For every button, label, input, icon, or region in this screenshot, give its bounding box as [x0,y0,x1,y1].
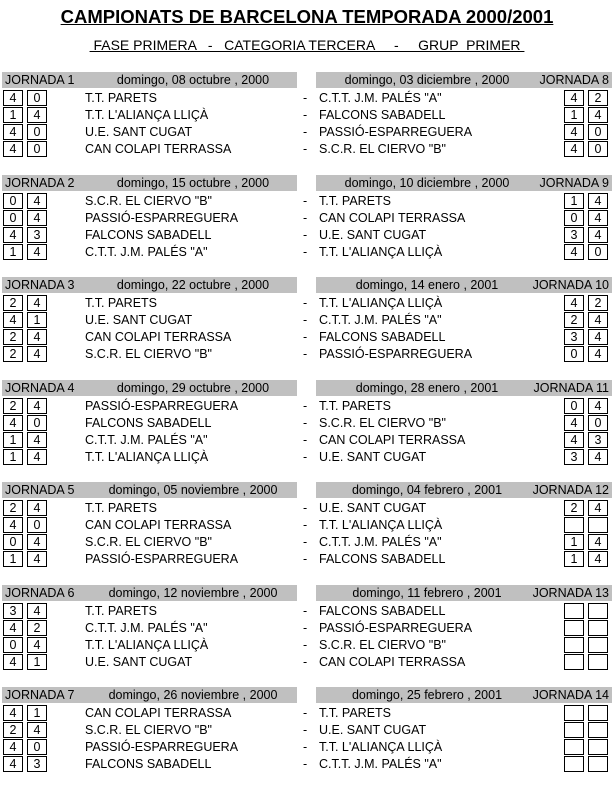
score-box-home-first-leg: 0 [3,637,23,653]
vs-separator: - [303,433,308,447]
jornada-date: domingo, 26 noviembre , 2000 [108,688,278,702]
score-box-away-first-leg: 4 [27,500,47,516]
jornada-date: domingo, 08 octubre , 2000 [116,73,270,87]
score-box-second-leg-1: 4 [564,124,584,140]
vs-separator: - [303,655,308,669]
score-box-away-first-leg: 4 [27,603,47,619]
jornada-block [0,72,614,172]
vs-separator: - [303,313,308,327]
team-away: T.T. L'ALIANÇA LLIÇÀ [319,296,443,310]
score-box-away-first-leg: 0 [27,739,47,755]
score-box-away-first-leg: 4 [27,398,47,414]
match-row [0,312,614,329]
score-box-second-leg-2: 4 [588,346,608,362]
score-box-away-first-leg: 0 [27,90,47,106]
score-box-second-leg-2: 4 [588,500,608,516]
jornada-label: JORNADA 9 [539,176,609,190]
vs-separator: - [303,142,308,156]
team-home: FALCONS SABADELL [85,228,212,242]
score-box-second-leg-2: 4 [588,534,608,550]
jornada-header-right [316,175,612,191]
score-box-second-leg-2 [588,722,608,738]
jornada-label: JORNADA 11 [533,381,609,395]
team-home: S.C.R. EL CIERVO "B" [85,347,212,361]
jornada-header-right [316,277,612,293]
vs-separator: - [303,638,308,652]
score-box-second-leg-1: 3 [564,329,584,345]
team-home: CAN COLAPI TERRASSA [85,706,232,720]
score-box-home-first-leg: 4 [3,124,23,140]
jornada-label: JORNADA 14 [532,688,609,702]
team-home: PASSIÓ-ESPARREGUERA [85,399,239,413]
match-row [0,603,614,620]
team-home: U.E. SANT CUGAT [85,655,193,669]
jornada-label: JORNADA 13 [532,586,609,600]
jornada-label: JORNADA 2 [5,176,75,190]
match-row [0,210,614,227]
score-box-away-first-leg: 0 [27,124,47,140]
team-home: U.E. SANT CUGAT [85,125,193,139]
match-row [0,534,614,551]
score-box-home-first-leg: 0 [3,193,23,209]
jornada-date: domingo, 25 febrero , 2001 [351,688,503,702]
score-box-away-first-leg: 4 [27,722,47,738]
score-box-second-leg-2: 0 [588,244,608,260]
jornada-label: JORNADA 4 [5,381,75,395]
score-box-second-leg-1: 1 [564,551,584,567]
score-box-away-first-leg: 3 [27,756,47,772]
score-box-home-first-leg: 2 [3,398,23,414]
team-away: U.E. SANT CUGAT [319,501,427,515]
score-box-second-leg-1: 0 [564,398,584,414]
score-box-second-leg-2 [588,739,608,755]
vs-separator: - [303,621,308,635]
jornada-date: domingo, 11 febrero , 2001 [352,586,502,600]
team-away: C.T.T. J.M. PALÉS "A" [319,535,442,549]
score-box-second-leg-2 [588,705,608,721]
score-box-away-first-leg: 1 [27,312,47,328]
score-box-away-first-leg: 3 [27,227,47,243]
score-box-home-first-leg: 4 [3,705,23,721]
score-box-second-leg-1: 3 [564,449,584,465]
vs-separator: - [303,416,308,430]
score-box-home-first-leg: 2 [3,500,23,516]
score-box-second-leg-2: 4 [588,329,608,345]
score-box-second-leg-2: 0 [588,124,608,140]
score-box-second-leg-2: 4 [588,227,608,243]
score-box-second-leg-2: 4 [588,449,608,465]
score-box-away-first-leg: 4 [27,193,47,209]
score-box-second-leg-1: 0 [564,210,584,226]
score-box-second-leg-1 [564,620,584,636]
score-box-second-leg-2: 2 [588,295,608,311]
team-away: PASSIÓ-ESPARREGUERA [319,347,473,361]
team-away: C.T.T. J.M. PALÉS "A" [319,757,442,771]
match-row [0,620,614,637]
team-away: S.C.R. EL CIERVO "B" [319,142,446,156]
vs-separator: - [303,330,308,344]
match-row [0,756,614,773]
team-home: U.E. SANT CUGAT [85,313,193,327]
score-box-away-first-leg: 0 [27,415,47,431]
vs-separator: - [303,211,308,225]
vs-separator: - [303,518,308,532]
team-home: PASSIÓ-ESPARREGUERA [85,552,239,566]
jornada-date: domingo, 14 enero , 2001 [355,278,499,292]
jornada-block [0,277,614,377]
score-box-home-first-leg: 3 [3,603,23,619]
team-away: FALCONS SABADELL [319,604,446,618]
score-box-second-leg-1: 4 [564,141,584,157]
score-box-away-first-leg: 4 [27,449,47,465]
team-home: PASSIÓ-ESPARREGUERA [85,211,239,225]
team-away: T.T. PARETS [319,194,392,208]
score-box-second-leg-1 [564,603,584,619]
match-row [0,637,614,654]
jornada-header-left [2,277,297,293]
jornada-label: JORNADA 1 [5,73,75,87]
score-box-second-leg-2: 0 [588,141,608,157]
score-box-away-first-leg: 4 [27,107,47,123]
team-home: C.T.T. J.M. PALÉS "A" [85,433,208,447]
team-away: PASSIÓ-ESPARREGUERA [319,621,473,635]
vs-separator: - [303,740,308,754]
vs-separator: - [303,245,308,259]
match-row [0,705,614,722]
vs-separator: - [303,706,308,720]
jornada-date: domingo, 22 octubre , 2000 [116,278,270,292]
score-box-home-first-leg: 4 [3,227,23,243]
jornada-header-right [316,482,612,498]
team-home: T.T. L'ALIANÇA LLIÇÀ [85,450,209,464]
score-box-second-leg-2: 2 [588,90,608,106]
team-home: FALCONS SABADELL [85,416,212,430]
team-away: FALCONS SABADELL [319,552,446,566]
jornada-header-right [316,585,612,601]
score-box-home-first-leg: 2 [3,295,23,311]
jornada-block [0,482,614,582]
match-row [0,329,614,346]
score-box-second-leg-2: 4 [588,193,608,209]
team-home: S.C.R. EL CIERVO "B" [85,723,212,737]
match-row [0,141,614,158]
jornada-header-left [2,482,297,498]
jornada-block [0,585,614,685]
jornada-label: JORNADA 6 [5,586,75,600]
team-away: CAN COLAPI TERRASSA [319,655,466,669]
score-box-home-first-leg: 1 [3,432,23,448]
score-box-away-first-leg: 1 [27,705,47,721]
score-box-second-leg-1: 3 [564,227,584,243]
team-home: T.T. PARETS [85,501,158,515]
score-box-away-first-leg: 4 [27,295,47,311]
score-box-away-first-leg: 2 [27,620,47,636]
team-home: T.T. PARETS [85,604,158,618]
vs-separator: - [303,604,308,618]
score-box-home-first-leg: 4 [3,620,23,636]
jornada-label: JORNADA 3 [5,278,75,292]
score-box-second-leg-2: 0 [588,415,608,431]
team-away: FALCONS SABADELL [319,108,446,122]
score-box-second-leg-2: 4 [588,398,608,414]
match-row [0,193,614,210]
score-box-home-first-leg: 0 [3,534,23,550]
team-home: C.T.T. J.M. PALÉS "A" [85,621,208,635]
score-box-second-leg-2: 4 [588,210,608,226]
score-box-second-leg-1: 4 [564,415,584,431]
team-home: S.C.R. EL CIERVO "B" [85,194,212,208]
score-box-second-leg-1: 2 [564,312,584,328]
score-box-home-first-leg: 1 [3,244,23,260]
score-box-home-first-leg: 2 [3,346,23,362]
team-home: T.T. L'ALIANÇA LLIÇÀ [85,638,209,652]
page-subtitle [0,37,614,53]
score-box-second-leg-1: 1 [564,534,584,550]
score-box-second-leg-1 [564,517,584,533]
score-box-second-leg-1 [564,739,584,755]
match-row [0,739,614,756]
team-away: CAN COLAPI TERRASSA [319,433,466,447]
team-away: S.C.R. EL CIERVO "B" [319,638,446,652]
jornada-label: JORNADA 8 [539,73,609,87]
score-box-away-first-leg: 4 [27,637,47,653]
score-box-second-leg-1: 4 [564,90,584,106]
team-away: C.T.T. J.M. PALÉS "A" [319,91,442,105]
match-row [0,227,614,244]
score-box-home-first-leg: 1 [3,107,23,123]
score-box-home-first-leg: 1 [3,551,23,567]
score-box-second-leg-2: 3 [588,432,608,448]
jornada-header-right [316,72,612,88]
score-box-second-leg-2 [588,620,608,636]
vs-separator: - [303,108,308,122]
score-box-away-first-leg: 1 [27,654,47,670]
score-box-second-leg-1: 1 [564,193,584,209]
match-row [0,346,614,363]
score-box-second-leg-2 [588,603,608,619]
score-box-away-first-leg: 0 [27,517,47,533]
vs-separator: - [303,757,308,771]
jornada-header-left [2,585,297,601]
score-box-home-first-leg: 4 [3,739,23,755]
vs-separator: - [303,125,308,139]
team-away: T.T. L'ALIANÇA LLIÇÀ [319,245,443,259]
jornada-block [0,380,614,480]
team-away: U.E. SANT CUGAT [319,228,427,242]
team-away: T.T. PARETS [319,706,392,720]
jornada-label: JORNADA 12 [532,483,609,497]
score-box-away-first-leg: 4 [27,244,47,260]
score-box-second-leg-2: 4 [588,107,608,123]
team-away: FALCONS SABADELL [319,330,446,344]
jornada-date: domingo, 10 diciembre , 2000 [344,176,510,190]
score-box-away-first-leg: 4 [27,346,47,362]
team-home: CAN COLAPI TERRASSA [85,330,232,344]
jornada-header-right [316,380,612,396]
vs-separator: - [303,723,308,737]
team-away: T.T. L'ALIANÇA LLIÇÀ [319,740,443,754]
match-row [0,500,614,517]
score-box-home-first-leg: 4 [3,141,23,157]
jornada-date: domingo, 28 enero , 2001 [355,381,499,395]
match-row [0,415,614,432]
page-subtitle-text: FASE PRIMERA - CATEGORIA TERCERA - GRUP PRIMER [89,37,525,53]
score-box-second-leg-2 [588,654,608,670]
team-away: U.E. SANT CUGAT [319,450,427,464]
match-row [0,449,614,466]
team-away: T.T. PARETS [319,399,392,413]
team-home: T.T. PARETS [85,296,158,310]
score-box-second-leg-2 [588,517,608,533]
team-home: CAN COLAPI TERRASSA [85,518,232,532]
page-title [0,6,614,28]
score-box-second-leg-1: 4 [564,295,584,311]
score-box-second-leg-2 [588,637,608,653]
vs-separator: - [303,91,308,105]
match-row [0,90,614,107]
team-home: C.T.T. J.M. PALÉS "A" [85,245,208,259]
match-row [0,398,614,415]
score-box-home-first-leg: 1 [3,449,23,465]
team-away: U.E. SANT CUGAT [319,723,427,737]
vs-separator: - [303,501,308,515]
vs-separator: - [303,347,308,361]
jornada-date: domingo, 29 octubre , 2000 [116,381,270,395]
jornada-label: JORNADA 7 [5,688,75,702]
score-box-home-first-leg: 2 [3,329,23,345]
score-box-second-leg-1: 4 [564,432,584,448]
jornada-block [0,175,614,275]
jornada-date: domingo, 15 octubre , 2000 [116,176,270,190]
vs-separator: - [303,194,308,208]
page-title-text: CAMPIONATS DE BARCELONA TEMPORADA 2000/2001 [60,6,554,27]
score-box-away-first-leg: 4 [27,329,47,345]
jornada-header-left [2,687,297,703]
jornada-label: JORNADA 5 [5,483,75,497]
score-box-away-first-leg: 4 [27,551,47,567]
jornada-header-left [2,380,297,396]
score-box-home-first-leg: 4 [3,312,23,328]
team-away: T.T. L'ALIANÇA LLIÇÀ [319,518,443,532]
team-home: CAN COLAPI TERRASSA [85,142,232,156]
team-away: C.T.T. J.M. PALÉS "A" [319,313,442,327]
jornada-block [0,687,614,787]
vs-separator: - [303,450,308,464]
jornada-date: domingo, 12 noviembre , 2000 [108,586,278,600]
match-row [0,295,614,312]
score-box-second-leg-2: 4 [588,312,608,328]
score-box-second-leg-2 [588,756,608,772]
score-box-home-first-leg: 2 [3,722,23,738]
match-row [0,107,614,124]
team-home: S.C.R. EL CIERVO "B" [85,535,212,549]
vs-separator: - [303,535,308,549]
team-away: S.C.R. EL CIERVO "B" [319,416,446,430]
score-box-second-leg-2: 4 [588,551,608,567]
match-row [0,244,614,261]
jornada-header-left [2,72,297,88]
score-box-away-first-leg: 0 [27,141,47,157]
score-box-second-leg-1 [564,756,584,772]
score-box-home-first-leg: 4 [3,517,23,533]
team-home: FALCONS SABADELL [85,757,212,771]
vs-separator: - [303,552,308,566]
team-home: PASSIÓ-ESPARREGUERA [85,740,239,754]
jornada-header-left [2,175,297,191]
score-box-home-first-leg: 4 [3,654,23,670]
jornada-date: domingo, 05 noviembre , 2000 [108,483,278,497]
score-box-second-leg-1: 4 [564,244,584,260]
score-box-home-first-leg: 4 [3,90,23,106]
vs-separator: - [303,296,308,310]
match-row [0,654,614,671]
score-box-away-first-leg: 4 [27,210,47,226]
jornada-label: JORNADA 10 [532,278,609,292]
score-box-second-leg-1 [564,637,584,653]
score-box-second-leg-1: 2 [564,500,584,516]
match-row [0,722,614,739]
score-box-second-leg-1: 1 [564,107,584,123]
team-away: CAN COLAPI TERRASSA [319,211,466,225]
match-row [0,551,614,568]
match-row [0,432,614,449]
score-box-home-first-leg: 0 [3,210,23,226]
score-box-home-first-leg: 4 [3,415,23,431]
vs-separator: - [303,228,308,242]
score-box-second-leg-1 [564,654,584,670]
score-box-away-first-leg: 4 [27,534,47,550]
team-home: T.T. PARETS [85,91,158,105]
match-row [0,517,614,534]
jornada-header-right [316,687,612,703]
score-box-second-leg-1 [564,722,584,738]
score-box-away-first-leg: 4 [27,432,47,448]
vs-separator: - [303,399,308,413]
score-box-second-leg-1: 0 [564,346,584,362]
score-box-second-leg-1 [564,705,584,721]
team-away: PASSIÓ-ESPARREGUERA [319,125,473,139]
match-row [0,124,614,141]
jornada-date: domingo, 03 diciembre , 2000 [344,73,510,87]
jornada-date: domingo, 04 febrero , 2001 [351,483,503,497]
score-box-home-first-leg: 4 [3,756,23,772]
team-home: T.T. L'ALIANÇA LLIÇÀ [85,108,209,122]
